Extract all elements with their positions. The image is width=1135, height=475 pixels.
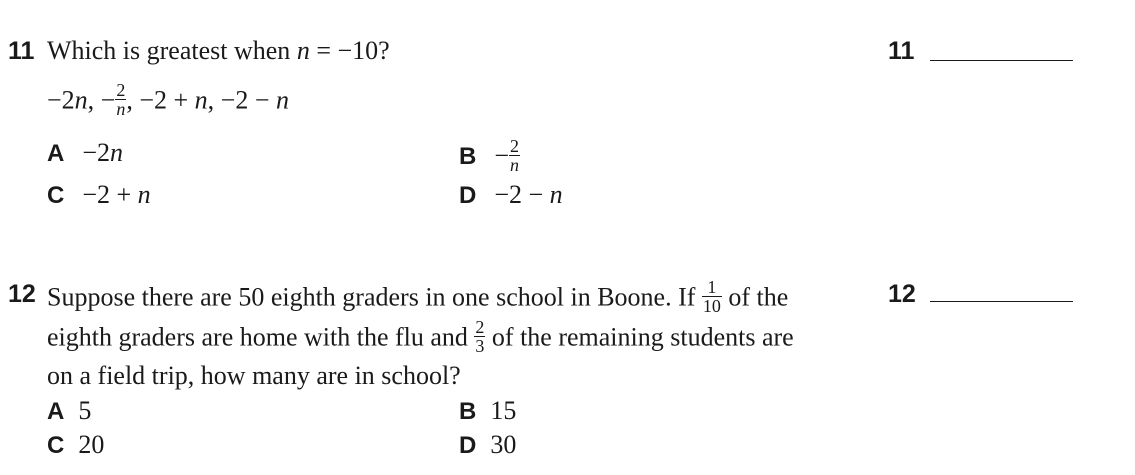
expr-sep-1: , — [87, 85, 101, 115]
answer-11-blank[interactable] — [930, 60, 1073, 61]
choice-12-d[interactable] — [459, 432, 516, 458]
choice-12-b-text: 15 — [490, 396, 517, 425]
fraction-one-tenth — [702, 278, 722, 315]
question-12-line-2-pre: eighth graders are home with the flu and — [47, 322, 475, 352]
fraction-two-thirds-denominator: 3 — [475, 336, 485, 356]
choice-letter: A — [47, 140, 65, 167]
expr-2-denominator: n — [116, 99, 126, 119]
question-11-expressions — [47, 80, 289, 121]
choice-11-a-text — [82, 138, 123, 167]
question-12-line-1-pre: Suppose there are 50 eighth graders in one school in Boone. If — [47, 282, 702, 312]
choice-11-b-sign: − — [494, 141, 510, 171]
choice-11-d-var: n — [549, 180, 563, 209]
choice-11-c[interactable] — [47, 182, 151, 208]
choice-11-c-pre: −2 + — [82, 180, 138, 209]
expr-3-var: n — [194, 85, 208, 115]
choice-letter: C — [47, 182, 65, 209]
choice-11-c-var: n — [137, 180, 151, 209]
choice-12-c-text: 20 — [78, 430, 105, 459]
choice-12-b[interactable] — [459, 398, 516, 424]
expr-1-sign: −2 — [47, 85, 75, 115]
choice-11-b[interactable] — [459, 130, 520, 175]
choice-12-c[interactable] — [47, 432, 104, 458]
fraction-two-thirds — [474, 318, 485, 355]
expr-4-var: n — [276, 85, 289, 115]
expr-sep-2: , — [126, 85, 133, 115]
choice-11-d-text — [494, 180, 562, 209]
choice-11-d[interactable] — [459, 182, 563, 208]
choice-letter: D — [459, 182, 477, 209]
question-11-stem-prefix: Which is greatest when — [47, 36, 297, 65]
choice-11-b-fraction — [509, 137, 520, 174]
question-12-line-1 — [47, 277, 789, 318]
choice-11-b-text — [494, 131, 520, 175]
choice-11-b-numerator: 2 — [510, 136, 520, 156]
fraction-one-tenth-denominator: 10 — [702, 296, 721, 316]
answer-12-label: 12 — [888, 280, 916, 308]
choice-12-a-text: 5 — [78, 396, 92, 425]
expr-2-numerator: 2 — [116, 80, 126, 100]
question-12-number: 12 — [8, 280, 36, 308]
question-11-stem — [47, 38, 390, 64]
question-11-variable: n — [296, 36, 310, 65]
choice-11-d-pre: −2 − — [494, 180, 550, 209]
question-11-stem-suffix: = −10? — [309, 36, 390, 65]
choice-letter: A — [47, 398, 65, 425]
fraction-one-tenth-numerator: 1 — [702, 278, 722, 297]
choice-12-d-text: 30 — [490, 430, 517, 459]
choice-letter: B — [459, 143, 477, 171]
choice-letter: D — [459, 432, 477, 459]
choice-11-a-pre: −2 — [82, 138, 111, 167]
expr-3-pre: −2 + — [132, 85, 195, 115]
choice-letter: C — [47, 432, 65, 459]
expr-1-var: n — [74, 85, 88, 115]
expr-sep-3: , — [207, 85, 221, 115]
question-12-line-2 — [47, 317, 794, 358]
answer-11-label: 11 — [888, 37, 915, 65]
choice-12-a[interactable] — [47, 398, 91, 424]
question-12-line-1-post: of the — [721, 282, 789, 312]
question-12-line-2-post: of the remaining students are — [485, 322, 794, 352]
expr-2-fraction — [115, 81, 126, 118]
expr-4-pre: −2 − — [220, 85, 276, 115]
expr-2-sign: − — [100, 85, 116, 115]
choice-letter: B — [459, 398, 477, 425]
question-11-number: 11 — [8, 37, 35, 65]
choice-11-c-text — [82, 180, 150, 209]
answer-12-blank[interactable] — [930, 301, 1073, 302]
question-12-line-3: on a field trip, how many are in school? — [47, 361, 461, 390]
choice-11-b-denominator: n — [510, 155, 520, 175]
choice-11-a[interactable] — [47, 140, 123, 166]
fraction-two-thirds-numerator: 2 — [475, 317, 485, 337]
choice-11-a-var: n — [110, 138, 124, 167]
